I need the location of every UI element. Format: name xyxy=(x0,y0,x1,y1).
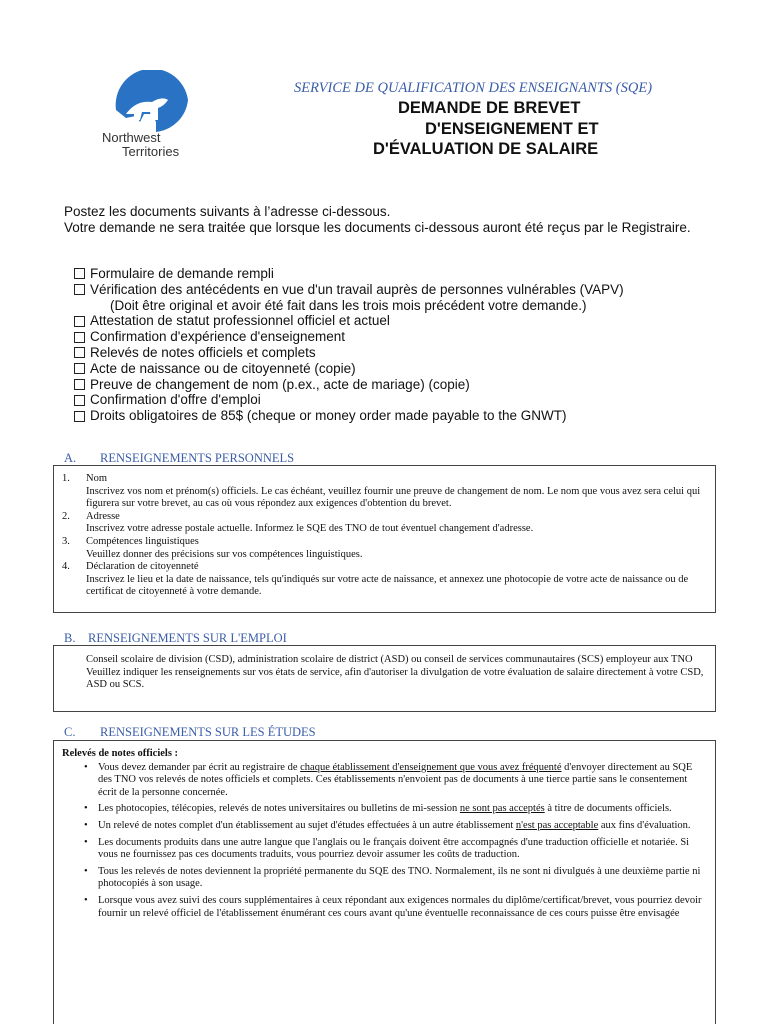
bullet-icon: • xyxy=(84,803,88,815)
form-title-line1: DEMANDE DE BREVET xyxy=(398,99,581,117)
checklist-item[interactable]: Confirmation d'offre d'emploi xyxy=(74,392,624,408)
checkbox-icon[interactable] xyxy=(74,395,85,406)
list-item: • Vous devez demander par écrit au registraire de chaque établissement d'enseignement que vous avez fréquenté d'envoyer directement au SQE des TNO vos relevés de notes officiels et complets. Ces établissements n'envoient pas de documents à une tierce partie sans le consentement écrit de la personne concernée. xyxy=(62,762,707,800)
checklist-item[interactable]: Relevés de notes officiels et complets xyxy=(74,345,624,361)
list-item: • Un relevé de notes complet d'un établissement au sujet d'études effectuées à un autre établissement n'est pas acceptable aux fins d'évaluation. xyxy=(62,820,707,833)
logo-line1: Northwest xyxy=(102,130,161,145)
checklist-item[interactable]: Formulaire de demande rempli xyxy=(74,266,624,282)
checkbox-icon[interactable] xyxy=(74,284,85,295)
section-c-box xyxy=(53,740,716,1024)
list-item-body: Inscrivez votre adresse postale actuelle. Informez le SQE des TNO de tout éventuel changement d'adresse. xyxy=(86,523,534,535)
checklist-item[interactable]: Confirmation d'expérience d'enseignement xyxy=(74,329,624,345)
intro-paragraph-2: Votre demande ne sera traitée que lorsque les documents ci-dessous auront été reçus par le Registraire. xyxy=(64,220,691,235)
nwt-logo xyxy=(96,70,206,162)
list-item: • Tous les relevés de notes deviennent la propriété permanente du SQE des TNO. Normalement, ils ne sont ni divulgués à une deuxième partie ni photocopiés à son usage. xyxy=(62,866,707,891)
polar-bear-logo-icon xyxy=(96,70,206,162)
bullet-icon: • xyxy=(84,894,88,906)
checkbox-icon[interactable] xyxy=(74,316,85,327)
checklist-item[interactable]: Vérification des antécédents en vue d'un travail auprès de personnes vulnérables (VAPV) xyxy=(74,282,624,298)
checklist-item[interactable]: Preuve de changement de nom (p.ex., acte de mariage) (copie) xyxy=(74,377,624,393)
checklist-item[interactable]: Attestation de statut professionnel officiel et actuel xyxy=(74,313,624,329)
checkbox-icon[interactable] xyxy=(74,363,85,374)
checkbox-icon[interactable] xyxy=(74,411,85,422)
transcripts-heading: Relevés de notes officiels : xyxy=(62,748,179,759)
bullet-icon: • xyxy=(84,836,88,848)
form-title-line2: D'ENSEIGNEMENT ET xyxy=(425,120,599,138)
checkbox-icon[interactable] xyxy=(74,347,85,358)
checklist-item[interactable]: Droits obligatoires de 85$ (cheque or money order made payable to the GNWT) xyxy=(74,408,624,424)
section-b-heading: B. RENSEIGNEMENTS SUR L'EMPLOI xyxy=(64,631,287,645)
section-a-box xyxy=(53,465,716,613)
checkbox-icon[interactable] xyxy=(74,379,85,390)
list-item: • Lorsque vous avez suivi des cours supplémentaires à ceux répondant aux exigences normales du diplôme/certificat/brevet, vous pourriez devoir fournir un relevé officiel de l'établissement énumérant ces cours avant qu'une éventuelle reconnaissance de ces cours puisse être envisagée xyxy=(62,895,707,920)
document-checklist xyxy=(74,266,624,424)
agency-name: SERVICE DE QUALIFICATION DES ENSEIGNANTS (SQE) xyxy=(294,80,653,96)
checkbox-icon[interactable] xyxy=(74,268,85,279)
section-a-heading: A. RENSEIGNEMENTS PERSONNELS xyxy=(64,451,295,465)
section-c-heading: C. RENSEIGNEMENTS SUR LES ÉTUDES xyxy=(64,725,316,739)
bullet-icon: • xyxy=(84,819,88,831)
list-item: 3. Compétences linguistiques xyxy=(62,535,199,547)
intro-text xyxy=(64,204,704,236)
bullet-icon: • xyxy=(84,761,88,773)
bullet-icon: • xyxy=(84,865,88,877)
logo-line2: Territories xyxy=(122,144,180,159)
list-item-body: Inscrivez vos nom et prénom(s) officiels. Le cas échéant, veuillez fournir une preuve de changement de nom. Le nom que vous avez sera celui qui figurera sur votre brevet, au cas où vous répondez aux exigences d'obtention du brevet. xyxy=(86,485,701,510)
list-item: 1. Nom xyxy=(62,473,107,484)
checkbox-icon[interactable] xyxy=(74,332,85,343)
checklist-item[interactable]: Acte de naissance ou de citoyenneté (copie) xyxy=(74,361,624,377)
list-item: • Les photocopies, télécopies, relevés de notes universitaires ou bulletins de mi-session ne sont pas acceptés à titre de documents officiels. xyxy=(62,803,707,816)
list-item-body: Inscrivez le lieu et la date de naissance, tels qu'indiqués sur votre acte de naissance, et annexez une photocopie de votre acte de naissance ou de certificat de citoyenneté à votre demande. xyxy=(86,573,689,598)
section-b-paragraph-2: Veuillez indiquer les renseignements sur vos états de service, afin d'autoriser la divulgation de votre évaluation de salaire directement à votre CSD, ASD ou SCS. xyxy=(86,666,704,691)
section-b-box xyxy=(53,645,716,712)
list-item: 2. Adresse xyxy=(62,510,120,522)
intro-paragraph-1: Postez les documents suivants à l’adresse ci-dessous. xyxy=(64,204,391,219)
section-b-paragraph-1: Conseil scolaire de division (CSD), administration scolaire de district (ASD) ou conseil de services communautaires (SCS) employeur aux TNO xyxy=(86,654,693,665)
list-item: • Les documents produits dans une autre langue que l'anglais ou le français doivent être accompagnés d'une traduction officielle et notariée. Si vous ne fournissez pas ces documents traduits, vous pourriez devoir assumer les coûts de traduction. xyxy=(62,837,707,862)
list-item: 4. Déclaration de citoyenneté xyxy=(62,561,199,573)
checklist-note: (Doit être original et avoir été fait dans les trois mois précédent votre demande.) xyxy=(110,297,587,313)
list-item-body: Veuillez donner des précisions sur vos compétences linguistiques. xyxy=(86,548,363,560)
form-title-line3: D'ÉVALUATION DE SALAIRE xyxy=(373,140,599,158)
